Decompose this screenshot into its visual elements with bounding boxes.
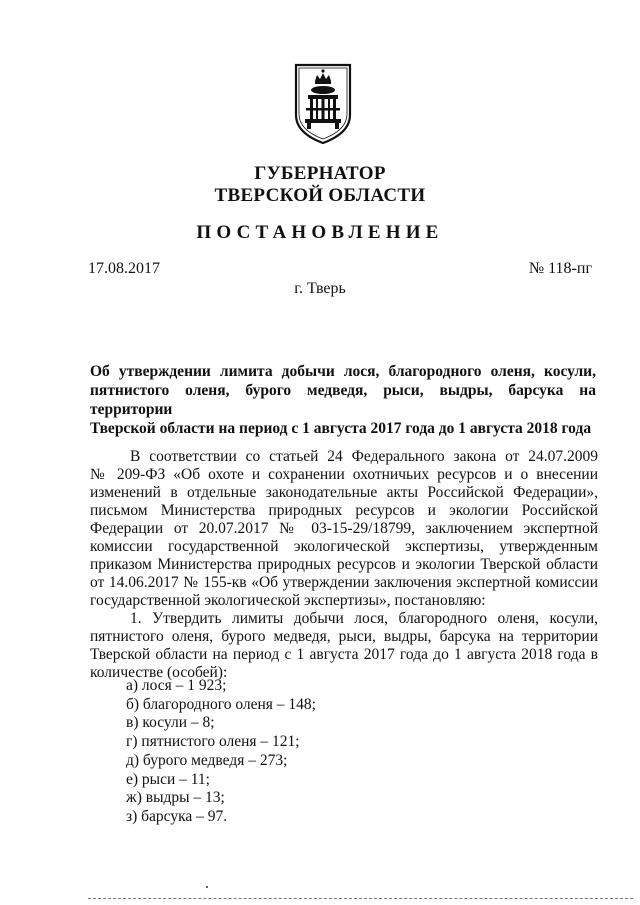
subject-line: пятнистого оленя, бурого медведя, рыси, выдры, барсука на территории [90,382,596,418]
clause-line: 1. Утвердить лимиты добычи лося, благородного оленя, косули, [130,610,598,627]
document-city: г. Тверь [294,280,346,297]
issuer-region: ТВЕРСКОЙ ОБЛАСТИ [214,185,426,206]
preamble-line: изменений в отдельные законодательные акты Российской Федерации», [90,484,598,501]
preamble-line: приказом Министерства природных ресурсов и экологии Тверской области [90,556,598,573]
limit-item: з) барсука – 97. [126,807,228,825]
clause-line: Тверской области на период с 1 августа 2017 года до 1 августа 2018 года в [90,646,598,663]
document-body [90,448,598,682]
document-date: 17.08.2017 [88,260,160,277]
document-type: ПОСТАНОВЛЕНИЕ [196,222,444,243]
preamble-line: № 209-ФЗ «Об охоте и сохранении охотничьих ресурсов и о внесении [90,466,598,483]
preamble-line: письмом Министерства природных ресурсов и экологии Российской [90,502,598,519]
document-number: № 118-пг [528,260,592,277]
limit-item: в) косули – 8; [126,714,215,732]
limit-item: г) пятнистого оленя – 121; [126,733,300,751]
clause-line: пятнистого оленя, бурого медведя, рыси, выдры, барсука на территории [90,628,598,645]
issuer-title: ГУБЕРНАТОР [254,163,386,184]
preamble-line: Федерации от 20.07.2017 № 03-15-29/18799, заключением экспертной [90,520,598,537]
subject-line: Тверской области на период с 1 августа 2017 года до 1 августа 2018 года [90,420,592,437]
preamble-line: от 14.06.2017 № 155-кв «Об утверждении заключения экспертной комиссии [90,574,598,591]
limit-item: а) лося – 1 923; [126,677,227,694]
limits-list [126,677,316,827]
tver-coat-of-arms-icon [293,63,353,145]
limit-item: ж) выдры – 13; [126,789,225,807]
preamble-line: государственной экологической экспертизы», постановляю: [90,592,486,609]
scan-mark [206,886,208,888]
clause-line: количестве (особей): [90,664,228,681]
subject-line: Об утверждении лимита добычи лося, благородного оленя, косули, [90,363,596,380]
document-subject [90,362,596,438]
limit-item: б) благородного оленя – 148; [126,695,316,713]
limit-item: е) рыси – 11; [126,770,210,788]
limit-item: д) бурого медведя – 273; [126,751,288,769]
preamble-line: В соответствии со статьей 24 Федерального закона от 24.07.2009 [130,448,598,465]
preamble-line: комиссии государственной экологической экспертизы, утвержденным [90,538,598,555]
page-bottom-rule [88,898,633,899]
